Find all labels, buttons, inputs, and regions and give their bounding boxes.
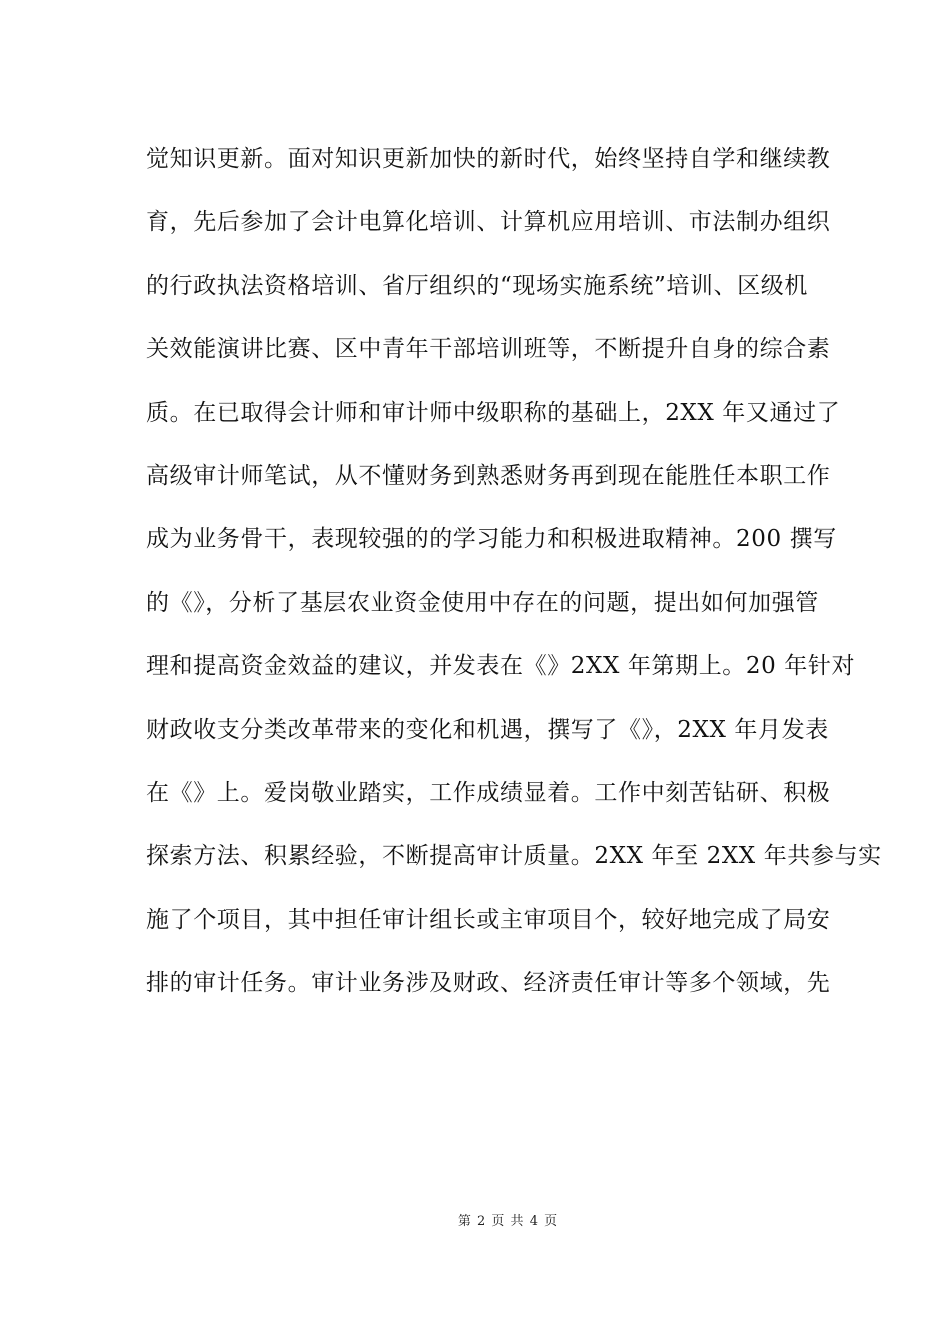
body-text (146, 128, 882, 1015)
text-line: 关效能演讲比赛、区中青年干部培训班等，不断提升自身的综合素 (146, 336, 831, 363)
text-line: 财政收支分类改革带来的变化和机遇，撰写了《》，2XX 年月发表 (146, 716, 829, 743)
text-line: 排的审计任务。审计业务涉及财政、经济责任审计等多个领域，先 (146, 970, 831, 997)
text-line: 在《》上。爱岗敬业踏实，工作成绩显着。工作中刻苦钻研、积极 (146, 779, 831, 806)
text-line: 觉知识更新。面对知识更新加快的新时代，始终坚持自学和继续教 (146, 146, 831, 172)
text-line: 的行政执法资格培训、省厅组织的“现场实施系统”培训、区级机 (146, 272, 808, 299)
page-number: 第 2 页 共 4 页 (457, 1214, 559, 1229)
text-line: 探索方法、积累经验，不断提高审计质量。2XX 年至 2XX 年共参与实 (146, 843, 882, 870)
page-footer (0, 1210, 950, 1229)
text-line: 质。在已取得会计师和审计师中级职称的基础上，2XX 年又通过了 (146, 399, 841, 426)
text-line: 施了个项目，其中担任审计组长或主审项目个，较好地完成了局安 (146, 906, 831, 933)
text-line: 高级审计师笔试，从不懂财务到熟悉财务再到现在能胜任本职工作 (146, 462, 831, 489)
text-line: 的《》，分析了基层农业资金使用中存在的问题，提出如何加强管 (146, 589, 819, 616)
text-line: 成为业务骨干，表现较强的的学习能力和积极进取精神。200 撰写 (146, 526, 837, 553)
text-line: 理和提高资金效益的建议，并发表在《》2XX 年第期上。20 年针对 (146, 653, 856, 680)
text-line: 育，先后参加了会计电算化培训、计算机应用培训、市法制办组织 (146, 209, 831, 236)
